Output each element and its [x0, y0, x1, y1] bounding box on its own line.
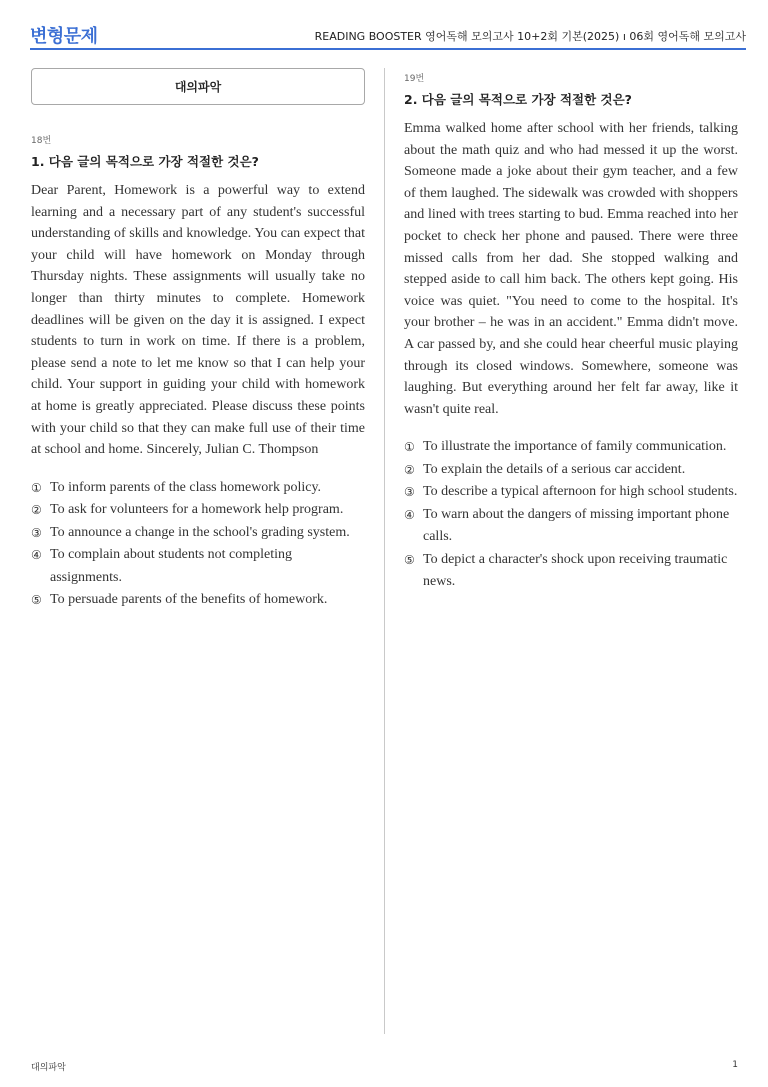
option-text: To depict a character's shock upon receiving traumatic news.: [423, 551, 728, 590]
question-passage: Dear Parent, Homework is a powerful way to extend learning and a necessary part of any student's successful understanding of skills and knowledge. You can expect that your child will have homework on Monday through Thursday nights. These assignments will usually take no longer than thirty minutes to complete. Homework deadlines will be given on the day it is assigned. I expect students to turn in work on time. If there is a problem, please send a note to let me know so that I can help your child. Your support in guiding your child with homework at home is greatly appreciated. Please discuss these points with your child so that they can make full use of their time at school and home. Sincerely, Julian C. Thompson: [31, 183, 365, 458]
page-number: 1: [732, 1060, 738, 1070]
section-label-box: 대의파악: [31, 68, 365, 105]
option-text: To complain about students not completing assignments.: [50, 547, 293, 585]
question-title: 1. 다음 글의 목적으로 가장 적절한 것은?: [31, 154, 259, 169]
question-1: [31, 133, 365, 612]
question-number-label: 19번: [404, 74, 425, 84]
answer-option-2[interactable]: [31, 499, 365, 522]
answer-option-5[interactable]: [31, 589, 365, 612]
question-2: [404, 71, 738, 594]
option-mark: ③: [31, 525, 42, 540]
option-mark: ①: [31, 480, 42, 495]
question-passage: Emma walked home after school with her friends, talking about the math quiz and who had messed it up the worst. Someone made a joke about their gym teacher, and a few of them laughed. The sidewalk was crowded with shoppers and lined with trees starting to bud. Emma reached into her pocket to check her phone and paused. There were three missed calls from her dad. She stopped walking and stepped aside to call him back. The others kept going. His voice was quiet. "You need to come to the hospital. It's your brother – he was in an accident." Emma didn't move. A car passed by, and she could hear cheerful music playing through its closed windows. Somewhere, someone was laughing. But everything around her felt far away, like it wasn't quite real.: [404, 121, 738, 417]
option-mark: ④: [31, 548, 42, 563]
answer-option-3[interactable]: [404, 481, 738, 504]
answer-option-2[interactable]: [404, 459, 738, 482]
option-text: To describe a typical afternoon for high school students.: [423, 484, 738, 500]
option-mark: ④: [404, 507, 415, 522]
option-mark: ③: [404, 485, 415, 500]
option-mark: ②: [404, 462, 415, 477]
option-text: To inform parents of the class homework policy.: [50, 479, 322, 495]
option-text: To warn about the dangers of missing important phone calls.: [423, 506, 730, 545]
answer-option-4[interactable]: [31, 544, 365, 589]
page-header: [30, 18, 746, 50]
answer-options: [404, 436, 738, 594]
option-text: To ask for volunteers for a homework help program.: [50, 502, 344, 518]
column-divider: [384, 68, 385, 1034]
right-column: [404, 68, 738, 594]
footer-section-label: 대의파악: [31, 1063, 66, 1073]
option-mark: ⑤: [404, 552, 415, 567]
answer-option-1[interactable]: [31, 477, 365, 500]
option-text: To persuade parents of the benefits of homework.: [50, 592, 328, 608]
header-book-info: READING BOOSTER 영어독해 모의고사 10+2회 기본(2025) ı 06회 영어독해 모의고사: [314, 30, 746, 43]
answer-option-5[interactable]: [404, 549, 738, 594]
answer-option-3[interactable]: [31, 522, 365, 545]
answer-options: [31, 477, 365, 612]
brand-title: 변형문제: [30, 26, 98, 47]
question-number-label: 18번: [31, 136, 52, 146]
answer-option-1[interactable]: [404, 436, 738, 459]
question-title: 2. 다음 글의 목적으로 가장 적절한 것은?: [404, 92, 632, 107]
answer-option-4[interactable]: [404, 504, 738, 549]
option-text: To explain the details of a serious car accident.: [423, 461, 686, 477]
option-text: To announce a change in the school's grading system.: [50, 524, 350, 540]
option-mark: ⑤: [31, 593, 42, 608]
option-mark: ①: [404, 440, 415, 455]
option-text: To illustrate the importance of family communication.: [423, 439, 727, 455]
option-mark: ②: [31, 503, 42, 518]
left-column: [31, 68, 365, 612]
